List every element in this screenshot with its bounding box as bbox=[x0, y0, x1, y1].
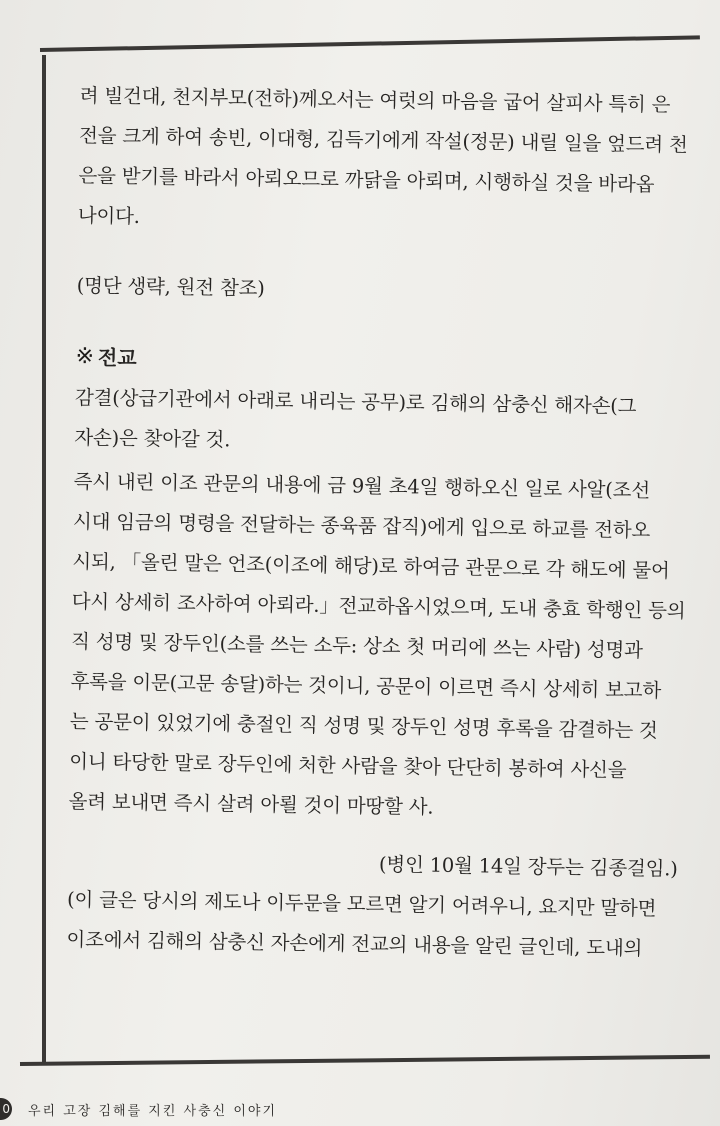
page-footer bbox=[0, 1094, 720, 1126]
order-paragraph: 즉시 내린 이조 관문의 내용에 금 9월 초4일 행하오신 일로 사알(조선 시대 임금의 명령을 전달하는 종육품 잡직)에게 입으로 하교를 전하오 시되, 「올린 말은 언조(이조에 해당)로 하여금 관문으로 각 해도에 물어 다시 상세히 조사하여 아뢰라.」전교하옵시었으며, 도내 충효 학행인 등의 직 성명 및 장두인(소를 쓰는 소두: 상소 첫 머리에 쓰는 사람) 성명과 후록을 이문(고문 송달)하는 것이니, 공문이 이르면 즉시 상세히 보고하 는 공문이 있었기에 충절인 직 성명 및 장두인 성명 후록을 감결하는 것 이니 타당한 말로 장두인에 처한 사람을 찾아 단단히 봉하여 사신을 올려 보내면 즉시 살려 아뢸 것이 마땅할 사. bbox=[68, 469, 686, 819]
intro-paragraph: 려 빌건대, 천지부모(전하)께오서는 여럿의 마음을 굽어 살피사 특히 은 전을 크게 하여 송빈, 이대형, 김득기에게 작설(정문) 내릴 일을 엎드려 천 은을 받기를 바라서 아뢰오므로 까닭을 아뢰며, 시행하실 것을 바라옵 나이다. bbox=[77, 83, 688, 228]
omitted-note: (명단 생략, 원전 참조) bbox=[76, 273, 265, 300]
frame-bottom-border bbox=[20, 1055, 710, 1066]
section-heading bbox=[75, 342, 695, 382]
page-content bbox=[66, 76, 700, 970]
frame-left-border bbox=[42, 55, 46, 1065]
gamgyeol-paragraph: 감결(상급기관에서 아래로 내리는 공무)로 김해의 삼충신 해자손(그 자손)은 찾아갈 것. bbox=[74, 385, 637, 452]
date-signature: (병인 10월 14일 장두는 김종걸임.) bbox=[378, 852, 678, 881]
page-number: 0 bbox=[0, 1098, 12, 1120]
frame-top-border bbox=[40, 35, 700, 52]
section-title: 전교 bbox=[97, 345, 137, 370]
commentary-paragraph: (이 글은 당시의 제도나 이두문을 모르면 알기 어려우니, 요지만 말하면 이조에서 김해의 삼충신 자손에게 전교의 내용을 알린 글인데, 도내의 bbox=[66, 887, 657, 960]
reference-mark-icon: ※ bbox=[75, 343, 95, 370]
running-title: 우리 고장 김해를 지킨 사충신 이야기 bbox=[28, 1104, 278, 1119]
